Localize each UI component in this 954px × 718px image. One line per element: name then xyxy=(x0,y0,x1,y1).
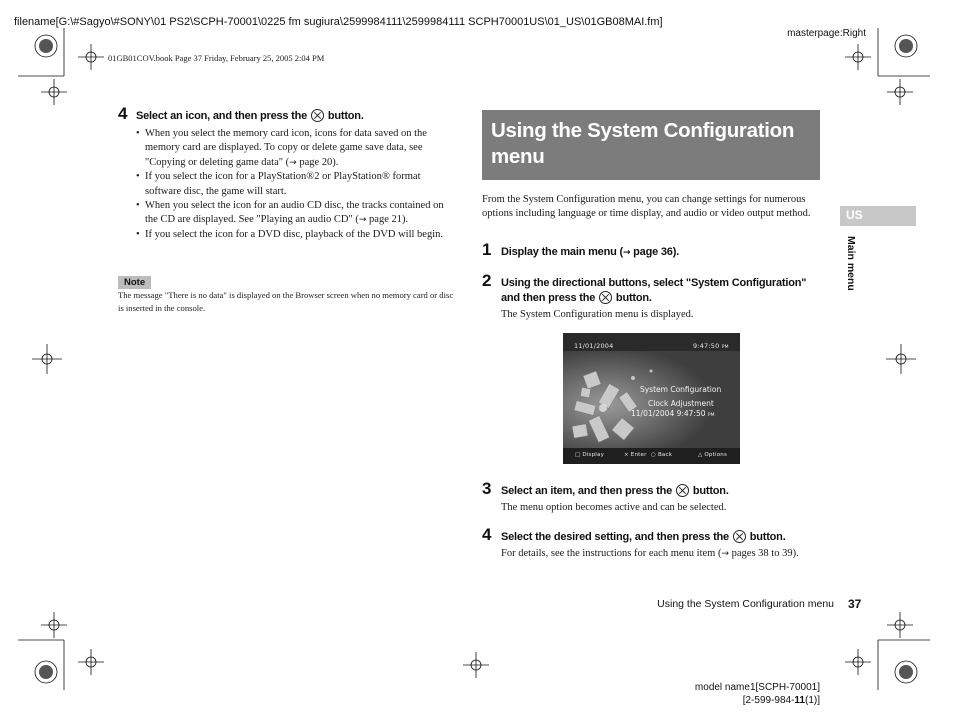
list-item: • When you select the memory card icon, icons for data saved on the memory card are displayed. To copy or delete game save data, see "Copying or deleting game data" (→ page 20). xyxy=(136,127,452,170)
screen-footer-options: △ Options xyxy=(698,452,728,458)
step-number: 3 xyxy=(482,479,492,498)
step-description: The System Configuration menu is displayed. xyxy=(501,309,694,320)
step-instruction: Select an icon, and then press the button. xyxy=(136,110,364,122)
filename-line: filename[G:\#Sagyo\#SONY\01 PS2\SCPH-70001\0225 fm sugiura\2599984111\2599984111 SCPH70001US\01_US\01GB08MAI.fm] xyxy=(14,16,663,28)
running-footer-title: Using the System Configuration menu xyxy=(657,598,834,610)
step-number: 4 xyxy=(482,525,492,544)
step-number: 2 xyxy=(482,271,492,290)
color-target-icon xyxy=(35,35,57,57)
cross-button-icon xyxy=(311,109,324,122)
note-label: Note xyxy=(118,276,151,289)
screen-menu-value: 11/01/2004 9:47:50 PM xyxy=(631,409,715,418)
list-item: • If you select the icon for a PlayStation®2 or PlayStation® format software disc, the game will start. xyxy=(136,170,452,199)
square-button-icon: □ xyxy=(575,452,581,458)
note-text: The message "There is no data" is displayed on the Browser screen when no memory card or disc is inserted in the console. xyxy=(118,290,454,313)
step-number: 4 xyxy=(118,104,128,123)
step-instruction: Using the directional buttons, select "System Configuration" and then press the button. xyxy=(501,277,807,304)
masterpage-label: masterpage:Right xyxy=(787,28,866,39)
note-section xyxy=(118,272,151,290)
list-item: • If you select the icon for a DVD disc, playback of the DVD will begin. xyxy=(136,228,452,242)
cross-button-icon xyxy=(676,484,689,497)
screen-footer-display: □ Display xyxy=(575,452,605,458)
side-section-label: Main menu xyxy=(845,236,857,291)
right-step-2 xyxy=(482,271,822,322)
intro-paragraph: From the System Configuration menu, you can change settings for numerous options including language or time display, and audio or video output method. xyxy=(482,194,811,220)
screen-time: 9:47:50 PM xyxy=(693,342,729,350)
cross-button-icon xyxy=(733,530,746,543)
circle-icon: ○ xyxy=(651,452,656,458)
section-title: Using the System Configuration menu xyxy=(491,119,795,168)
arrow-icon: → xyxy=(289,157,297,168)
screen-menu-title: System Configuration xyxy=(640,385,722,394)
screen-footer-back: ○ Back xyxy=(651,452,673,458)
region-tab: US xyxy=(840,206,916,226)
arrow-icon: → xyxy=(358,215,367,226)
book-info-line: 01GB01COV.book Page 37 Friday, February 25, 2005 2:04 PM xyxy=(108,53,325,63)
screen-menu-item: Clock Adjustment xyxy=(648,399,714,408)
arrow-icon: → xyxy=(622,248,631,258)
system-configuration-screenshot xyxy=(563,333,740,464)
right-step-4 xyxy=(482,525,822,561)
right-step-3 xyxy=(482,479,822,515)
step-instruction: Select the desired setting, and then press the button. xyxy=(501,531,786,543)
step-instruction: Select an item, and then press the button. xyxy=(501,485,729,497)
right-step-1 xyxy=(482,240,822,261)
cross-button-icon xyxy=(599,291,612,304)
step-description: The menu option becomes active and can be selected. xyxy=(501,502,727,513)
step-number: 1 xyxy=(482,240,492,259)
screen-footer-enter: × Enter xyxy=(624,452,647,458)
screen-date: 11/01/2004 xyxy=(574,342,614,350)
step-bullet-list xyxy=(136,127,452,242)
triangle-icon: △ xyxy=(698,452,703,458)
page-number: 37 xyxy=(848,597,862,611)
step-instruction: Display the main menu (→ page 36). xyxy=(501,246,680,258)
left-step-4 xyxy=(118,104,458,242)
step-description: For details, see the instructions for each menu item (→ pages 38 to 39). xyxy=(501,548,799,559)
model-info: model name1[SCPH-70001] [2-599-984-11(1)] xyxy=(694,682,820,706)
section-title-box xyxy=(482,110,820,180)
arrow-icon: → xyxy=(721,549,729,559)
list-item: • When you select the icon for an audio CD disc, the tracks contained on the CD are displayed. See "Playing an audio CD" (→ page 21). xyxy=(136,199,452,228)
cross-icon: × xyxy=(624,452,629,458)
